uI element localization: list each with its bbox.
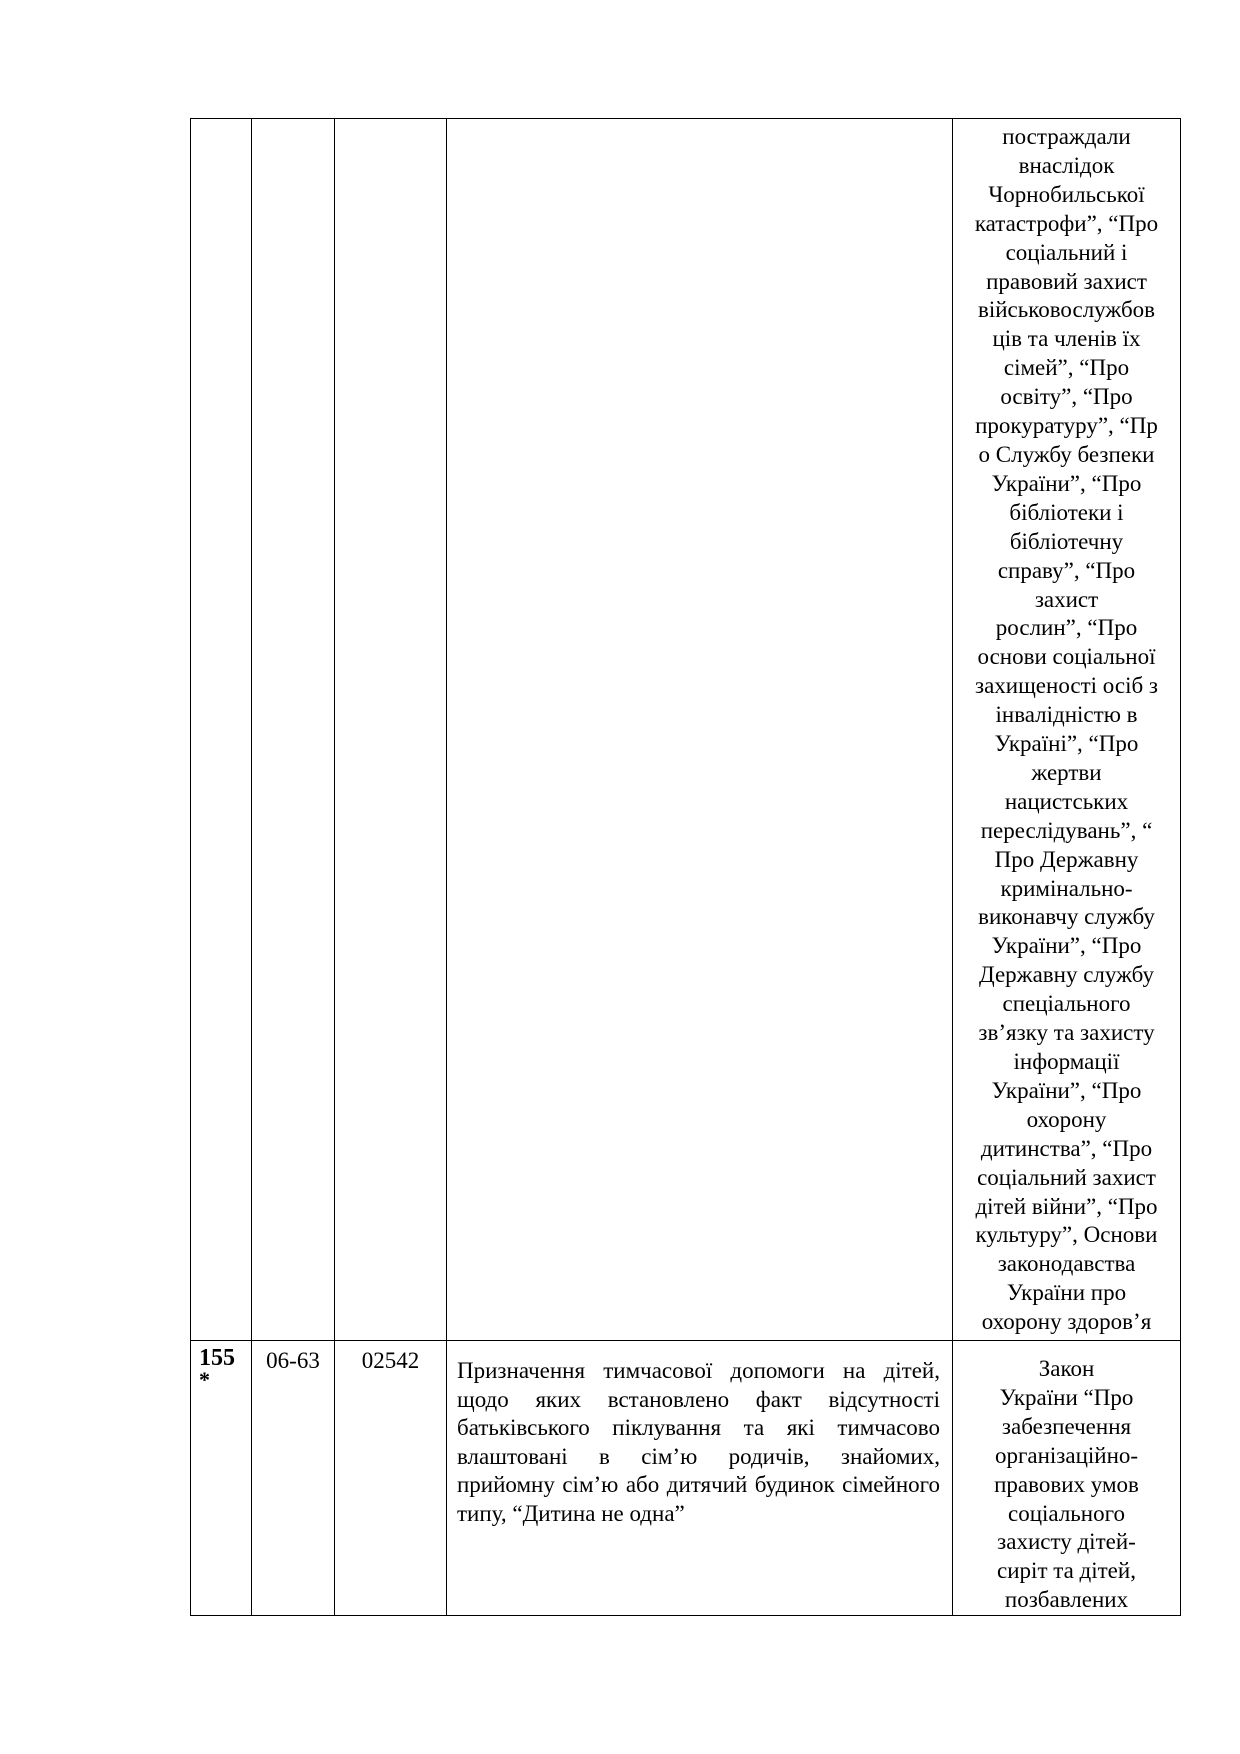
law-line: охорону xyxy=(1026,1106,1107,1132)
law-cell xyxy=(953,119,1181,1341)
law-line: правовий захист xyxy=(986,268,1147,294)
law-line: Україні”, “Про xyxy=(994,731,1139,757)
law-text xyxy=(953,119,1180,1339)
law-text xyxy=(953,1341,1180,1615)
row-number: 155 xyxy=(199,1345,235,1371)
description-cell xyxy=(447,1341,953,1616)
law-line: Чорнобильської xyxy=(988,181,1145,207)
law-line: Про Державну xyxy=(994,846,1139,872)
law-line: рослин”, “Про xyxy=(995,615,1138,641)
law-line: нацистських xyxy=(1004,788,1129,814)
description-text: Призначення тимчасової допомоги на дітей, щодо яких встановлено факт відсутності батьківського піклування та які тимчасово влаштовані в сім’ю родичів, знайомих, прийомну сім’ю або дитячий будинок сімейного типу, “Дитина не одна” xyxy=(457,1358,940,1526)
law-line: інвалідністю в xyxy=(995,702,1138,728)
law-line: організаційно- xyxy=(994,1442,1139,1468)
table-row xyxy=(191,1341,1181,1616)
law-line: військовослужбов xyxy=(977,297,1156,323)
law-line: Державну службу xyxy=(979,962,1154,988)
law-line: сиріт та дітей, xyxy=(997,1558,1136,1584)
law-line: правових умов xyxy=(994,1471,1139,1497)
law-line: соціального xyxy=(1008,1500,1125,1526)
law-line: Закон xyxy=(1038,1356,1095,1381)
law-line: постраждали xyxy=(1002,124,1131,149)
code2-cell xyxy=(335,1341,447,1616)
law-line: бібліотечну xyxy=(1009,528,1124,554)
law-line: України про xyxy=(1006,1280,1127,1306)
law-line: справу”, “Про xyxy=(997,557,1136,583)
law-line: основи соціальної xyxy=(977,644,1156,670)
law-line: жертви xyxy=(1031,759,1102,785)
services-table xyxy=(190,118,1181,1616)
law-line: культуру”, Основи xyxy=(975,1222,1158,1248)
row-number-cell xyxy=(191,119,252,1341)
description-cell xyxy=(447,119,953,1341)
law-line: забезпечення xyxy=(1001,1413,1132,1439)
law-line: України “Про xyxy=(999,1384,1134,1410)
law-line: України”, “Про xyxy=(991,933,1142,959)
code1-cell xyxy=(252,1341,335,1616)
code2-value: 02542 xyxy=(361,1348,420,1373)
law-line: захищеності осіб з xyxy=(974,673,1158,699)
law-line: зв’язку та захисту xyxy=(978,1020,1155,1046)
table-row xyxy=(191,119,1181,1341)
law-line: спеціального xyxy=(1002,991,1131,1017)
law-line: соціальний і xyxy=(1005,239,1128,265)
law-line: прокуратуру”, “Пр xyxy=(975,413,1158,439)
law-line: позбавлених xyxy=(1004,1587,1129,1613)
law-line: дитинства”, “Про xyxy=(980,1135,1153,1161)
law-line: освіту”, “Про xyxy=(1000,384,1133,410)
law-line: внаслідок xyxy=(1018,152,1115,178)
law-line: соціальний захист xyxy=(977,1164,1156,1190)
code1-cell xyxy=(252,119,335,1341)
law-line: законодавства xyxy=(997,1251,1136,1277)
law-line: бібліотеки і xyxy=(1009,499,1124,525)
law-line: захист xyxy=(1034,586,1099,612)
law-line: кримінально- xyxy=(1000,875,1133,901)
law-line: України”, “Про xyxy=(991,470,1142,496)
law-line: дітей війни”, “Про xyxy=(975,1193,1158,1219)
law-line: захисту дітей- xyxy=(997,1529,1136,1555)
law-line: ців та членів їх xyxy=(992,326,1141,352)
law-line: о Службу безпеки xyxy=(978,441,1155,467)
law-line: катастрофи”, “Про xyxy=(974,210,1159,236)
row-number-mark: * xyxy=(199,1367,210,1392)
law-cell xyxy=(953,1341,1181,1616)
law-line: України”, “Про xyxy=(991,1077,1142,1103)
law-line: сімей”, “Про xyxy=(1003,355,1130,381)
row-number-cell xyxy=(191,1341,252,1616)
code1-value: 06-63 xyxy=(266,1348,320,1373)
law-line: виконавчу службу xyxy=(978,904,1155,930)
law-line: охорону здоров’я xyxy=(981,1309,1152,1335)
law-line: переслідувань”, “ xyxy=(980,817,1153,843)
code2-cell xyxy=(335,119,447,1341)
law-line: інформації xyxy=(1013,1049,1120,1074)
